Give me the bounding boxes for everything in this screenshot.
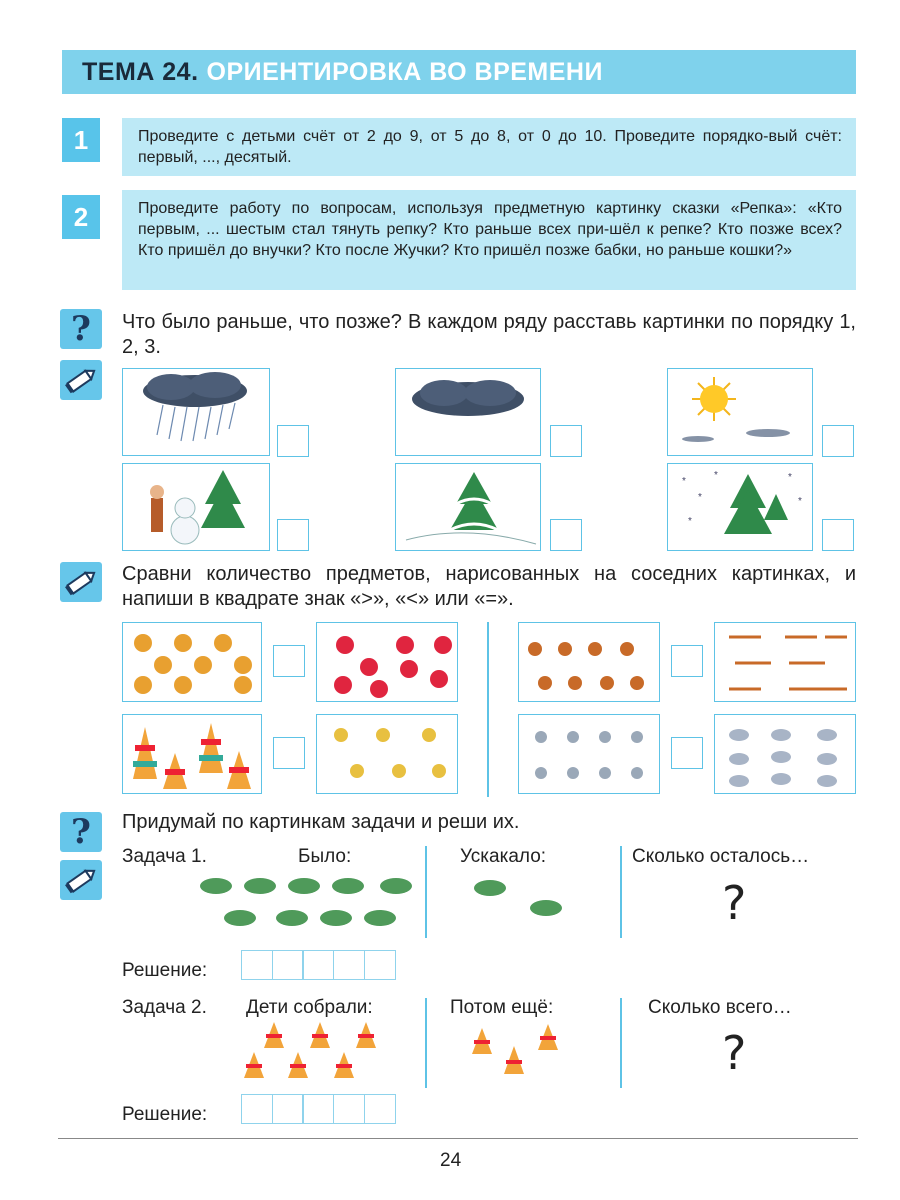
solution-label: Решение: [122,1104,208,1125]
picture-rain-cloud [122,368,270,456]
answer-mark: ? [722,1026,747,1080]
picture-pyramids-collected [240,1020,390,1087]
problem-1-label: Задача 1. [122,846,207,867]
picture-snowy-tree [395,463,541,551]
page-title [82,58,603,87]
note-2-text: Проведите работу по вопросам, используя предметную картинку сказки «Репка»: «Кто первым, ... шестым стал тянуть репку? Кто раньше всех при-шёл к репке? Кто позже всех? Кто пришёл до внучки? Кто после Жучки? Кто пришёл позже бабки, но раньше кошки?» [122,190,856,290]
pencil-icon [60,562,102,602]
order-box[interactable] [277,425,309,457]
divider [487,622,489,797]
picture-sun [667,368,813,456]
problem-1-col3: Сколько осталось… [632,846,810,867]
topic-title: ОРИЕНТИРОВКА ВО ВРЕМЕНИ [206,58,603,86]
solution-label: Решение: [122,960,208,981]
note-1-text: Проведите с детьми счёт от 2 до 9, от 5 до 8, от 0 до 10. Проведите порядко-вый счёт: первый, ..., десятый. [122,118,856,176]
picture-radishes [316,622,458,702]
divider [425,998,427,1088]
svg-text:*: * [688,516,692,527]
picture-snowman [122,463,270,551]
problem-2-label: Задача 2. [122,997,207,1018]
problem-1-col2: Ускакало: [460,846,547,867]
order-box[interactable] [550,425,582,457]
picture-snowfall [667,463,813,551]
picture-frogs-jumped [468,876,568,929]
order-box[interactable] [277,519,309,551]
compare-box[interactable] [671,737,703,769]
task-order-text: Что было раньше, что позже? В каждом ряду расставь картинки по порядку 1, 2, 3. [122,311,856,358]
note-2-number: 2 [62,195,100,239]
compare-box[interactable] [273,645,305,677]
picture-doves [714,714,856,794]
problem-2-col3: Сколько всего… [648,997,792,1018]
picture-dolls [316,714,458,794]
picture-frogs-group [196,870,420,943]
divider [620,846,622,938]
task-problems-text: Придумай по картинкам задачи и реши их. [122,811,520,833]
compare-box[interactable] [273,737,305,769]
svg-text:*: * [714,470,718,481]
divider [620,998,622,1088]
order-box[interactable] [822,425,854,457]
question-icon: ? [60,812,102,852]
pencil-icon [60,360,102,400]
solution-cells[interactable] [242,950,396,980]
divider [425,846,427,938]
problem-2-col2: Потом ещё: [450,997,554,1018]
pencil-icon [60,860,102,900]
picture-pyramids [122,714,262,794]
topic-number: ТЕМА 24. [82,58,199,86]
picture-guitars [518,622,660,702]
note-1-number: 1 [62,118,100,162]
svg-text:*: * [698,492,702,503]
footer-divider [58,1138,858,1139]
picture-dark-cloud [395,368,541,456]
picture-storks [518,714,660,794]
order-box[interactable] [822,519,854,551]
picture-pyramids-more [468,1022,568,1083]
svg-text:*: * [798,496,802,507]
problem-1-col1: Было: [298,846,352,867]
order-box[interactable] [550,519,582,551]
problem-2-col1: Дети собрали: [246,997,373,1018]
task-compare-text: Сравни количество предметов, нарисованных на соседних картинках, и напиши в квадрате знак «>», «<» или «=». [122,563,856,610]
svg-text:*: * [682,476,686,487]
answer-mark: ? [722,876,747,930]
svg-text:*: * [788,472,792,483]
compare-box[interactable] [671,645,703,677]
question-icon: ? [60,309,102,349]
page-number: 24 [440,1150,462,1171]
picture-onions [122,622,262,702]
solution-cells[interactable] [242,1094,396,1124]
picture-spoons [714,622,856,702]
